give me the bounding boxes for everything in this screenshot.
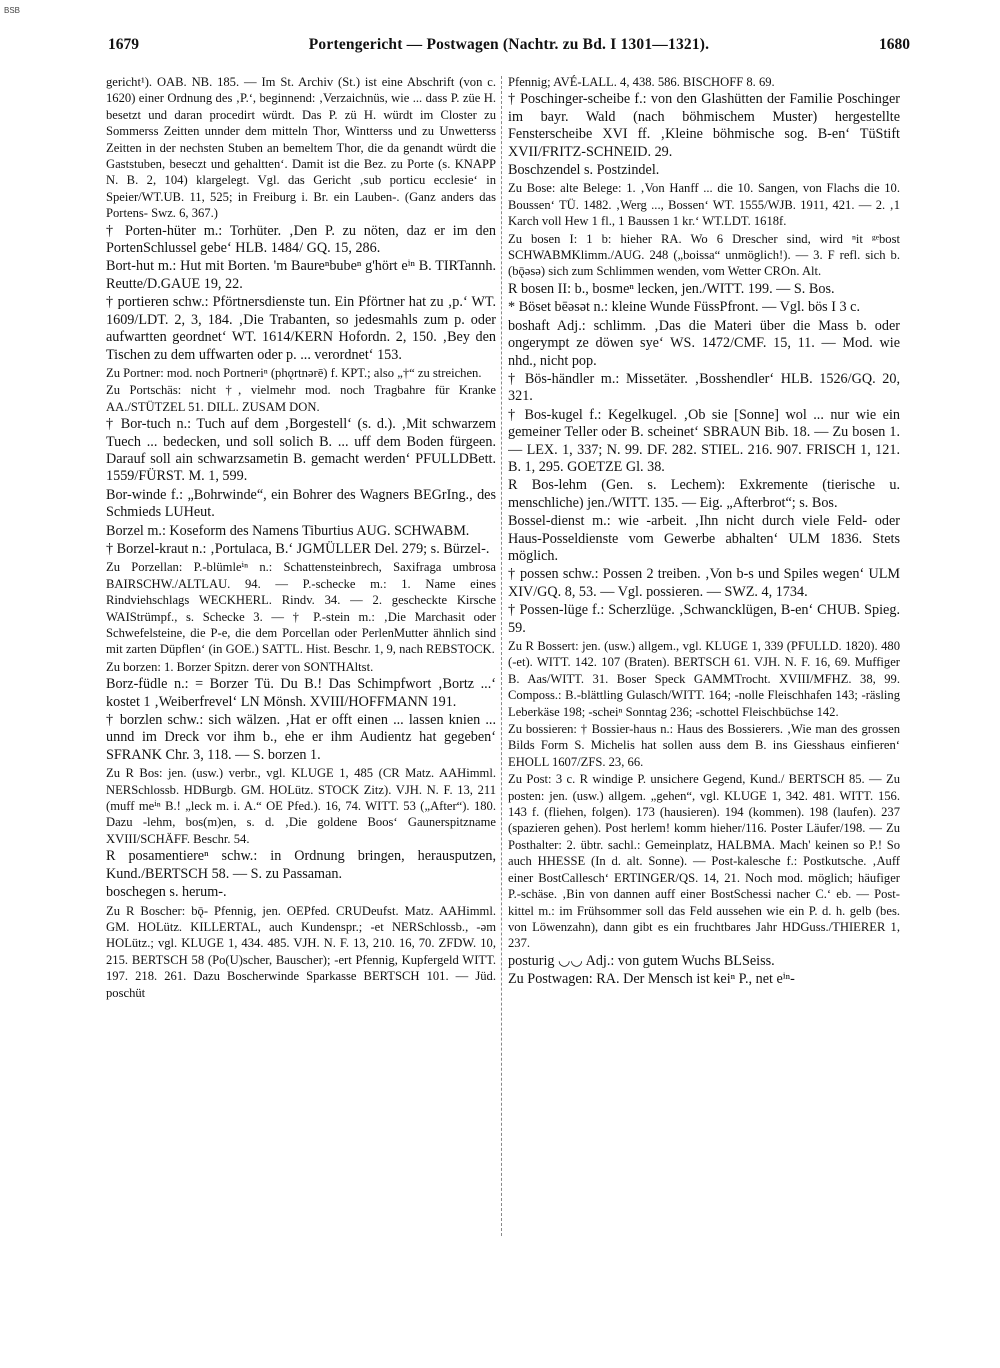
dictionary-entry: Zu Post: 3 c. R windige P. unsichere Gegend, Kund./ BERTSCH 85. — Zu posten: jen. (usw.) allgem. „gehen“, vgl. KLUGE 1, 342. 481. WITT. 156. 143 f. (fliehen, folgen). 173 (hausieren). 194 (kommen). 198 (laufen). 237 (spazieren gehen). Post herlem! komm hieher/116. Poster Läufer/198. — Zu Posthalter: 2. übtr. sachl.: Gemeinplatz, HALBMA. Mach' keinen so P.! So auch HHESSE (In d. alt. Sonne). — Post-kalesche f.: Postkutsche. ‚Auff einer BostCallesch‘ ERTINGER/QS. 14, 21. Noch mod. möglich; häufiger P.-schäse. ‚Bin von dannen auff einer BostSchessi nacher C.‘ eb. — Post-kittel m.: im Frühsommer soll das Feld aussehen wie ein P. d. h. gelb (bes. von Löwenzahn), dann gibt es ein fruchtbares Jahr HDGuss./THIERER 1, 237. bbox=[508, 772, 900, 951]
right-column bbox=[508, 74, 900, 1234]
dictionary-entry: Bor-winde f.: „Bohrwinde“, ein Bohrer des Wagners BEGrIng., des Schmieds LUHeut. bbox=[106, 486, 496, 521]
dictionary-entry: Zu Portner: mod. noch Portneriⁿ (phǫrtnərē) f. KPT.; also „†“ zu streichen. bbox=[106, 365, 482, 380]
dictionary-entry: † portieren schw.: Pförtnersdienste tun. Ein Pförtner hat zu ‚p.‘ WT. 1609/LDT. 2, 3, 184. ‚Die Trabanten, so jedesmahls zum p. oder aufwartten geordnet‘ WT. 1614/KERN Hofordn. 2, 150. ‚Bey den Tischen zu dem uffwarten oder p. ... verordnet‘ 153. bbox=[106, 294, 496, 363]
running-title: Portengericht — Postwagen (Nachtr. zu Bd. I 1301—1321). bbox=[308, 36, 710, 53]
dictionary-entry: Pfennig; AVÉ-LALL. 4, 438. 586. BISCHOFF 8. 69. bbox=[508, 75, 775, 89]
dictionary-entry: Bossel-dienst m.: wie -arbeit. ‚Ihn nicht durch viele Feld- oder Haus-Posseldienste vom Gewerbe abhalten‘ ULM 1836. Stets möglich. bbox=[508, 513, 900, 564]
dictionary-entry: R posamentiereⁿ schw.: in Ordnung bringen, herausputzen, Kund./BERTSCH 58. — S. zu Passaman. bbox=[106, 848, 496, 882]
dictionary-entry: Zu Portschäs: nicht †, vielmehr mod. noch Tragbahre für Kranke AA./STÜTZEL 51. DILL. ZUSAM DON. bbox=[106, 383, 496, 414]
library-stamp: BSB bbox=[4, 6, 21, 15]
dictionary-entry: Boschzendel s. Postzindel. bbox=[508, 162, 660, 179]
dictionary-entry: boshaft Adj.: schlimm. ‚Das die Materi über die Mass b. oder ongerympt ze döwen sye‘ WS. 1472/CMF. 15, 11. — Mod. wie nhd., nicht pop. bbox=[508, 317, 900, 369]
page-header bbox=[108, 36, 910, 60]
dictionary-entry: R bosen II: b., bosmeⁿ lecken, jen./WITT. 199. — S. Bos. bbox=[508, 280, 835, 297]
dictionary-entry: Zu R Boscher: bǭ- Pfennig, jen. OEPfed. CRUDeufst. Matz. AAHimml. GM. HOLütz. KILLERTAL, auch Kundenspr.; -et NERSchlossb., -əm HOLütz.; vgl. KLUGE 1, 434. 485. VJH. N. F. 13, 210. 16, 70. ZFDW. 10, 215. BERTSCH 58 (Po(U)scher, Bauscher); -ert Pfennig, Kupfergeld WITT. 197. 218. 261. Dazu Boscherwinde Sparkasse BERTSCH 101. — Jüd. poschüt bbox=[106, 903, 496, 1000]
dictionary-entry: Bort-hut m.: Hut mit Borten. 'm Baureⁿbubeⁿ g'hört eⁱⁿ B. TIRTannh. Reutte/D.GAUE 19, 22. bbox=[106, 258, 496, 292]
dictionary-entry: † Borzel-kraut n.: ‚Portulaca, B.‘ JGMÜLLER Del. 279; s. Bürzel-. bbox=[106, 540, 490, 557]
left-column bbox=[106, 74, 496, 1234]
dictionary-entry: R Bos-lehm (Gen. s. Lechem): Exkremente (tierische u. menschliche) jen./WITT. 135. — Eig. „Afterbrot“; s. Bos. bbox=[508, 477, 900, 511]
dictionary-entry: † Poschinger-scheibe f.: von den Glashütten der Familie Poschinger im bayr. Wald (nach böhmischem Muster) hergestellte Fensterscheibe XVI ff. ‚Kleine böhmische sog. B-en‘ TüStift XVII/FRITZ-SCHNEID. 29. bbox=[508, 91, 900, 160]
dictionary-entry: † borzlen schw.: sich wälzen. ‚Hat er offt einen ... lassen knien ... unnd im Dreck vor ihm b., ehe er ihm Audientz hat gegeben‘ SFRANK Chr. 3, 118. — S. borzen 1. bbox=[106, 712, 496, 763]
dictionary-entry: † Bös-händler m.: Missetäter. ‚Bosshendler‘ HLB. 1526/GQ. 20, 321. bbox=[508, 370, 900, 405]
dictionary-entry: posturig ◡◡ Adj.: von gutem Wuchs BLSeiss. bbox=[508, 952, 775, 969]
dictionary-entry: Borzel m.: Koseform des Namens Tiburtius AUG. SCHWABM. bbox=[106, 522, 470, 539]
dictionary-entry: † Porten-hüter m.: Torhüter. ‚Den P. zu nöten, daz er im den PortenSchlussel gebe‘ HLB. 1484/ GQ. 15, 286. bbox=[106, 222, 496, 257]
column-divider bbox=[501, 76, 502, 1236]
dictionary-entry: boschegen s. herum-. bbox=[106, 884, 227, 901]
dictionary-entry: Borz-füdle n.: = Borzer Tü. Du B.! Das Schimpfwort ‚Bortz ...‘ kostet 1 ‚Weiberfrevel‘ LN Mönsh. XVIII/HOFFMANN 191. bbox=[106, 676, 496, 710]
page-number-right: 1680 bbox=[879, 36, 910, 53]
dictionary-entry: Zu R Bos: jen. (usw.) verbr., vgl. KLUGE 1, 485 (CR Matz. AAHimml. NERSchlossb. HDBurgb. GM. HOLütz. STOCK Zitz). VJH. N. F. 13, 211 (muff meⁱⁿ B.! „leck m. i. A.“ OE Pfed.). 16, 74. WITT. 53 („After“). 180. Dazu -lehm, bos(m)en, s. d. ‚Die goldene Boos‘ Gaunerspitzname XVIII/SCHÄFF. Beschr. 54. bbox=[106, 766, 496, 846]
dictionary-entry: Zu bosen I: 1 b: hieher RA. Wo 6 Drescher sind, wird ⁿit ᵍᵉbost SCHWABMKlimm./AUG. 248 („boissa“ unmöglich!). — 3. F refl. sich b. (bǭəsə) sich zum Schlimmen wenden, vom Wetter CROn. Alt. bbox=[508, 231, 900, 279]
dictionary-entry: † Bos-kugel f.: Kegelkugel. ‚Ob sie [Sonne] wol ... nur wie ein gemeiner Teller oder B. scheinet‘ SBRAUN Bib. 18. — Zu bosen 1. — LEX. 1, 337; N. 99. DF. 282. STIEL. 216. 907. FRISCH 1, 121. B. 1, 295. GOETZE Gl. 38. bbox=[508, 406, 900, 475]
page-number-left: 1679 bbox=[108, 36, 139, 53]
dictionary-entry: † Bor-tuch n.: Tuch auf dem ‚Borgestell‘ (s. d.). ‚Mit schwarzem Tuech ... bedecken, und soll solich B. ... uff dem Boden fürgeen. Darauf soll ain schwarzsametin B. gemacht werden‘ PFULLDBett. 1559/FÜRST. M. 1, 599. bbox=[106, 416, 496, 485]
dictionary-entry: Zu R Bossert: jen. (usw.) allgem., vgl. KLUGE 1, 339 (PFULLD. 1820). 480 (-et). WITT. 142. 107 (Braten). BERTSCH 61. VJH. N. F. 16, 69. Muffiger B. Aas/WITT. 31. Boser Speck GAMMTrocht. XVIII/MFHZ. 38, 99. Composs.: B.-blättling Gulasch/WITT. 164; -nolle Fleischhafen 143; -räsling Leberkäse 198; -scheiⁿ Sonntag 236; -schottel Fleischbüchse 142. bbox=[508, 639, 900, 719]
dictionary-entry: Zu Bose: alte Belege: 1. ‚Von Hanff ... die 10. Sangen, von Flachs die 10. Boussen‘ TÜ. 1482. ‚Werg ..., Bossen‘ WT. 1555/WJB. 1911, 421. — 2. ‚1 Karch voll Hew 1 fl., 1 Baussen 1 kr.‘ WT.LDT. 1618f. bbox=[508, 181, 900, 229]
dictionary-entry: Zu Porzellan: P.-blümleⁱⁿ n.: Schattensteinbrech, Saxifraga umbrosa BAIRSCHW./ALTLAU. 94. — P.-schecke m.: 1. Name eines Rindviehschlags WECKHERL. Rindv. 34. — 2. gescheckte Kirsche WAIStrümpf., s. Schecke 3. — † P.-stein m.: ‚Die Marchasit oder Schwefelsteine, die P-e, die dem Porcellan oder PerlenMutter ähnlich sind mit zarten Düpflen‘ (in GOE.) SATTL. Hist. Beschr. 1, 9, nach REBSTOCK. bbox=[106, 560, 496, 657]
dictionary-entry: Zu borzen: 1. Borzer Spitzn. derer von SONTHAltst. bbox=[106, 659, 374, 674]
dictionary-entry: gericht¹). OAB. NB. 185. — Im St. Archiv (St.) ist eine Abschrift (von c. 1620) einer Ordnung des ‚P.‘, beginnend: ‚Verzaichnüs, wie ... dass P. züe H. besetzt und daran procedirt würdt. Das P. zü H. würdt im Closter zu Sommerss Zeitten unnder dem mitteln Thor, Wintterss und zu Unwetterss Zeitten in der nechsten Stuben an bemeltem Thor, die da genandt würdt die Gaststuben, beseczt und gehaltten‘. Damit ist die Bez. zu Porte (s. KNAPP N. B. 2, 104) klargelegt. Vgl. das Gericht ‚sub porticu ecclesie‘ in Speier/WT.UB. 11, 525; in Freiburg i. Br. ein Lauben-. (Ganz anders das Portens- Swz. 6, 367.) bbox=[106, 75, 496, 221]
dictionary-entry: Zu Postwagen: RA. Der Mensch ist keiⁿ P., net eⁱⁿ- bbox=[508, 971, 795, 988]
dictionary-entry: Zu bossieren: † Bossier-haus n.: Haus des Bossierers. ‚Wie man des grossen Bilds Form S. Michelis hat sollen auss dem B. ins Giesshaus einfieren‘ EHOLL 1607/ZFS. 23, 66. bbox=[508, 722, 900, 769]
dictionary-entry: † possen schw.: Possen 2 treiben. ‚Von b-s und Spiles wegen‘ ULM XIV/GQ. 8, 53. — Vgl. possieren. — SWZ. 4, 1734. bbox=[508, 566, 900, 600]
dictionary-entry: † Possen-lüge f.: Scherzlüge. ‚Schwancklügen, B-en‘ CHUB. Spieg. 59. bbox=[508, 602, 900, 636]
dictionary-entry: * Böset bēəsət n.: kleine Wunde FüssPfront. — Vgl. bös I 3 c. bbox=[508, 299, 860, 316]
